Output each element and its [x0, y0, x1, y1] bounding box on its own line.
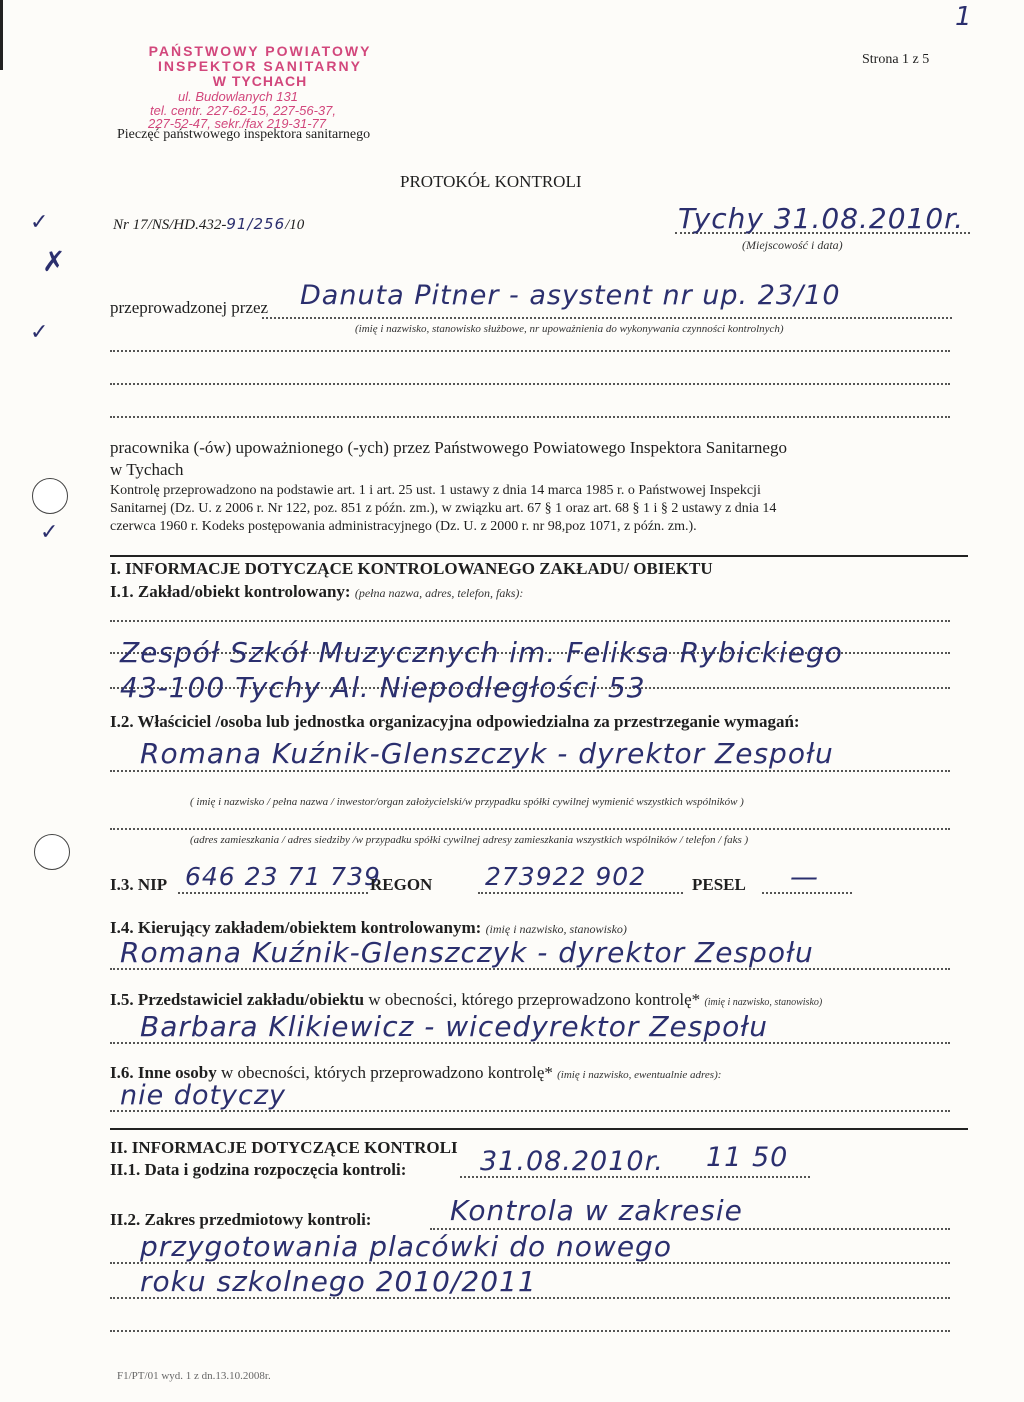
nip-label: I.3. NIP — [110, 875, 168, 894]
page-edge — [0, 0, 3, 70]
footer-code: F1/PT/01 wyd. 1 z dn.13.10.2008r. — [117, 1370, 271, 1382]
inspector-stamp — [142, 44, 378, 89]
i4-label: I.4. Kierujący zakładem/obiektem kontrolowanym: — [110, 918, 482, 937]
ii1-time-handwritten: 11 50 — [706, 1142, 789, 1173]
i2-caption: (adres zamieszkania / adres siedziby /w przypadku spółki cywilnej adresy zamieszkania wszystkich wspólników / telefon / faks ) — [190, 834, 749, 846]
fill-line — [110, 350, 950, 352]
legal-basis-line: czerwca 1960 r. Kodeks postępowania administracyjnego (Dz. U. z 2000 r. nr 98,poz 1071, z późn. zm.). — [110, 519, 697, 534]
i5-hint: (imię i nazwisko, stanowisko) — [704, 997, 823, 1008]
pesel-handwritten: — — [790, 860, 819, 893]
i2-caption: ( imię i nazwisko / pełna nazwa / inwestor/organ założycielski/w przypadku spółki cywilnej wymienić wszystkich wspólników ) — [190, 796, 744, 808]
i4-handwritten: Romana Kuźnik-Glenszczyk - dyrektor Zespołu — [120, 936, 814, 969]
i5-handwritten: Barbara Klikiewicz - wicedyrektor Zespołu — [140, 1010, 769, 1043]
conducted-by-label: przeprowadzonej przez — [110, 298, 269, 317]
stamp-caption: Pieczęć państwowego inspektora sanitarnego — [117, 127, 371, 142]
margin-mark: ✓ — [30, 210, 49, 235]
margin-mark: ✓ — [40, 520, 59, 545]
stamp-line: INSPEKTOR SANITARNY — [158, 58, 362, 74]
ii2-handwritten: przygotowania placówki do nowego — [140, 1230, 672, 1263]
i6-handwritten: nie dotyczy — [120, 1080, 287, 1111]
page-indicator: Strona 1 z 5 — [862, 52, 930, 67]
i1-label: I.1. Zakład/obiekt kontrolowany: — [110, 582, 351, 601]
legal-basis-line: Kontrolę przeprowadzono na podstawie art. 1 i art. 25 ust. 1 ustawy z dnia 14 marca 1985 r. o Państwowej Inspekcji — [110, 483, 761, 498]
i5-row — [110, 990, 822, 1010]
punch-hole — [32, 478, 68, 514]
ii1-date-handwritten: 31.08.2010r. — [480, 1146, 664, 1177]
stamp-line: tel. centr. 227-62-15, 227-56-37, — [150, 103, 336, 118]
ii1-label: II.1. Data i godzina rozpoczęcia kontroli: — [110, 1160, 407, 1179]
i1-handwritten: 43-100 Tychy Al. Niepodległości 53 — [120, 671, 646, 704]
pesel-label: PESEL — [692, 875, 746, 894]
i1-handwritten: Zespół Szkół Muzycznych im. Feliksa Rybickiego — [120, 636, 843, 669]
doc-number — [113, 215, 304, 234]
i2-handwritten: Romana Kuźnik-Glenszczyk - dyrektor Zespołu — [140, 737, 834, 770]
fill-line — [110, 416, 950, 418]
i4-row — [110, 918, 627, 938]
punch-hole — [34, 834, 70, 870]
stamp-line: 227-52-47, sekr./fax 219-31-77 — [148, 116, 327, 131]
margin-mark: ✓ — [30, 320, 49, 345]
i2-label: I.2. Właściciel /osoba lub jednostka organizacyjna odpowiedzialna za przestrzeganie wymagań: — [110, 712, 800, 731]
fill-line — [110, 620, 950, 622]
regon-label: REGON — [370, 875, 433, 894]
employee-line: w Tychach — [110, 460, 184, 479]
conducted-by-caption: (imię i nazwisko, stanowisko służbowe, nr upoważnienia do wykonywania czynności kontrolnych) — [355, 323, 784, 335]
ii2-handwritten: roku szkolnego 2010/2011 — [140, 1265, 537, 1298]
regon-handwritten: 273922 902 — [485, 862, 647, 891]
i6-label: I.6. Inne osoby — [110, 1063, 217, 1082]
section1-heading: I. INFORMACJE DOTYCZĄCE KONTROLOWANEGO ZAKŁADU/ OBIEKTU — [110, 559, 713, 578]
i1-row — [110, 582, 523, 602]
place-date-caption: (Miejscowość i data) — [742, 238, 843, 252]
page-corner-number: 1 — [955, 2, 973, 32]
i6-hint: (imię i nazwisko, ewentualnie adres): — [557, 1069, 722, 1081]
i1-hint: (pełna nazwa, adres, telefon, faks): — [354, 586, 524, 600]
doc-number-prefix: Nr 17/NS/HD.432- — [113, 217, 227, 233]
i4-hint: (imię i nazwisko, stanowisko) — [485, 922, 627, 936]
ii2-handwritten: Kontrola w zakresie — [450, 1194, 743, 1227]
legal-basis — [110, 482, 776, 536]
section-divider — [110, 1128, 968, 1130]
doc-number-suffix: /10 — [285, 217, 305, 233]
fill-line — [110, 828, 950, 830]
fill-line — [110, 383, 950, 385]
legal-basis-line: Sanitarnej (Dz. U. z 2006 r. Nr 122, poz. 851 z późn. zm.), w związku art. 67 § 1 oraz art. 68 § 1 i § 2 ustawy z dnia 14 — [110, 501, 777, 516]
fill-line — [110, 1330, 950, 1332]
fill-line — [110, 770, 950, 772]
fill-line — [478, 892, 683, 894]
section2-heading: II. INFORMACJE DOTYCZĄCE KONTROLI — [110, 1138, 458, 1157]
employee-line: pracownika (-ów) upoważnionego (-ych) przez Państwowego Powiatowego Inspektora Sanitarnego — [110, 438, 787, 457]
doc-number-handwritten: 91/256 — [226, 215, 286, 233]
margin-mark: ✗ — [42, 245, 66, 278]
i6-label-rest: w obecności, których przeprowadzono kontrolę* — [216, 1063, 553, 1082]
conducted-by-handwritten: Danuta Pitner - asystent nr up. 23/10 — [300, 280, 841, 311]
ii2-label: II.2. Zakres przedmiotowy kontroli: — [110, 1210, 372, 1229]
i5-label-rest: w obecności, którego przeprowadzono kontrolę* — [364, 990, 701, 1009]
page-title: PROTOKÓŁ KONTROLI — [400, 172, 582, 191]
stamp-line: W TYCHACH — [212, 73, 308, 89]
section-divider — [110, 555, 968, 557]
stamp-line: ul. Budowlanych 131 — [178, 89, 298, 104]
fill-line — [262, 317, 952, 319]
place-date-handwritten: Tychy 31.08.2010r. — [678, 202, 965, 235]
stamp-line: PAŃSTWOWY POWIATOWY — [148, 43, 372, 59]
nip-handwritten: 646 23 71 739 — [185, 862, 381, 891]
i5-label: I.5. Przedstawiciel zakładu/obiektu — [110, 990, 365, 1009]
fill-line — [178, 892, 368, 894]
